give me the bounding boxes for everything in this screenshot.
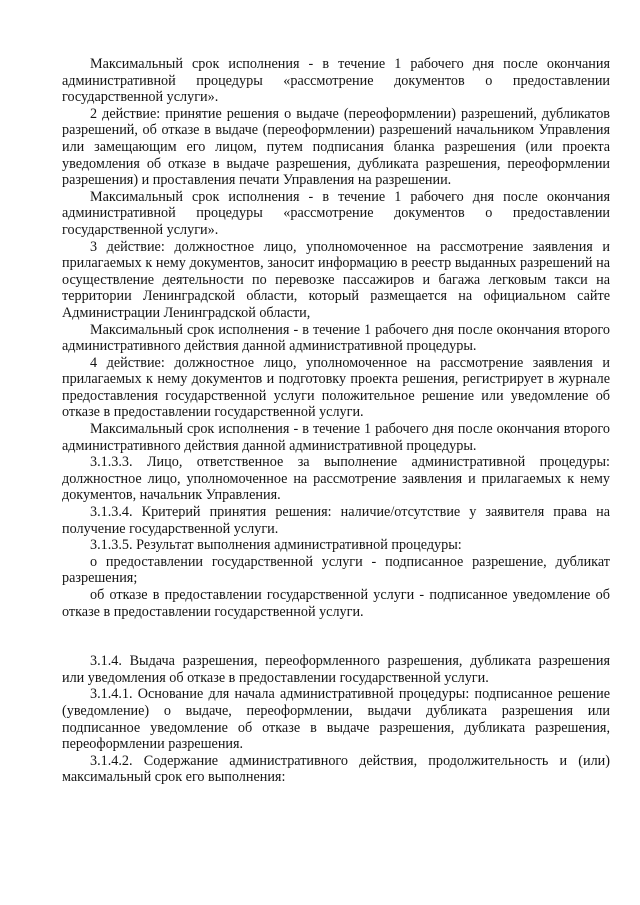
paragraph-action-4: 4 действие: должностное лицо, уполномоченное на рассмотрение заявления и прилагаемых к нему документов и подготовку проекта решения, регистрирует в журнале предоставления государственной услуги положительное решение или уведомление об отказе в предоставлении государственной услуги.: [62, 354, 610, 421]
paragraph-3-1-3-3: 3.1.3.3. Лицо, ответственное за выполнение административной процедуры: должностное лицо, уполномоченное на рассмотрение заявления и прилагаемых к нему документов, начальник Управления.: [62, 454, 610, 504]
paragraph-3-1-3-5: 3.1.3.5. Результат выполнения административной процедуры:: [90, 537, 462, 554]
paragraph-3-1-4-2: 3.1.4.2. Содержание административного действия, продолжительность и (или) максимальный срок его выполнения:: [62, 752, 610, 786]
paragraph-deadline-4: Максимальный срок исполнения - в течение 1 рабочего дня после окончания второго административного действия данной административной процедуры.: [62, 421, 610, 454]
paragraph-3-1-3-4: 3.1.3.4. Критерий принятия решения: наличие/отсутствие у заявителя права на получение государственной услуги.: [62, 504, 610, 537]
paragraph-deadline-2: Максимальный срок исполнения - в течение 1 рабочего дня после окончания административной процедуры «рассмотрение документов о предоставлении государственной услуги».: [62, 188, 610, 238]
document-page: [62, 56, 610, 786]
paragraph-3-1-4-1: 3.1.4.1. Основание для начала административной процедуры: подписанное решение (уведомление) о выдаче, переоформлении, выдачи дубликата разрешения или подписанное уведомление об отказе в выдаче разрешения, дубликата разрешения, переоформлении разрешения.: [62, 686, 610, 753]
paragraph-result-refusal: об отказе в предоставлении государственной услуги - подписанное уведомление об отказе в предоставлении государственной услуги.: [62, 587, 610, 620]
paragraph-result-positive: о предоставлении государственной услуги - подписанное разрешение, дубликат разрешения;: [62, 553, 610, 587]
paragraph-deadline-3: Максимальный срок исполнения - в течение 1 рабочего дня после окончания второго административного действия данной административной процедуры.: [62, 321, 610, 355]
paragraph-action-2: 2 действие: принятие решения о выдаче (переоформлении) разрешений, дубликатов разрешений, об отказе в выдаче (переоформлении) разрешений начальником Управления или замещающим его лицом, путем подписания бланка разрешения (или проекта уведомления об отказе в выдаче разрешения, дубликата разрешения, переоформлении разрешения) и проставления печати Управления на разрешении.: [62, 105, 610, 189]
paragraph-deadline-1: Максимальный срок исполнения - в течение 1 рабочего дня после окончания административной процедуры «рассмотрение документов о предоставлении государственной услуги».: [62, 56, 610, 106]
paragraph-action-3: 3 действие: должностное лицо, уполномоченное на рассмотрение заявления и прилагаемых к нему документов, заносит информацию в реестр выданных разрешений на осуществление деятельности по перевозке пассажиров и багажа легковым такси на территории Ленинградской области, который размещается на официальном сайте Администрации Ленинградской области,: [62, 238, 610, 321]
section-heading-3-1-4: 3.1.4. Выдача разрешения, переоформленного разрешения, дубликата разрешения или уведомления об отказе в предоставлении государственной услуги.: [62, 653, 610, 686]
